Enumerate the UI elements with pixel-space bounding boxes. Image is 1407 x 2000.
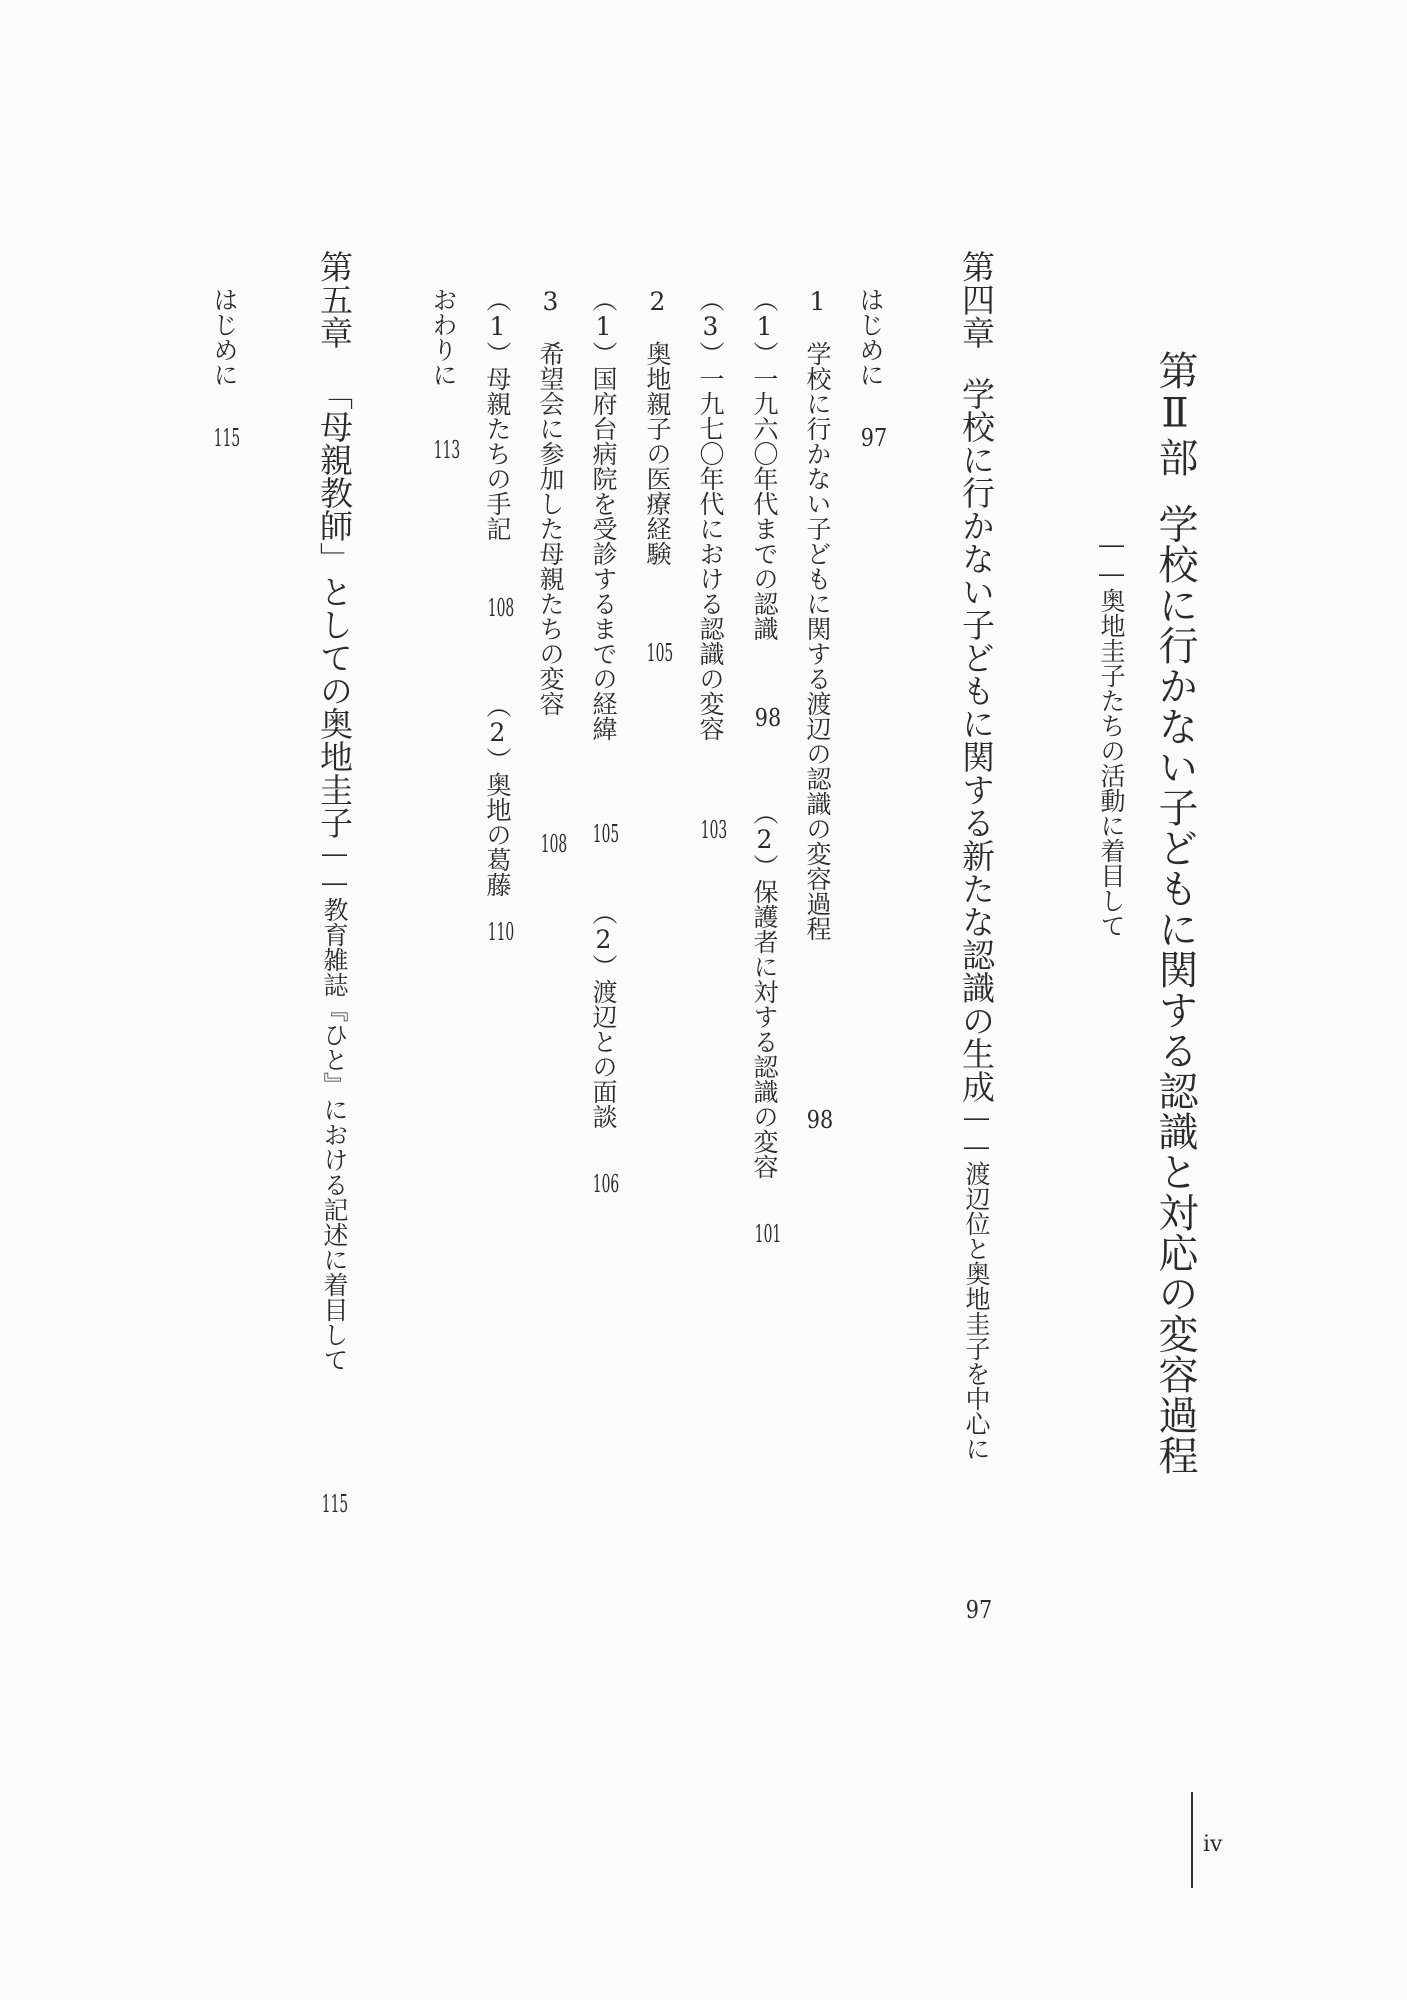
toc-entry-page: 98	[754, 706, 782, 730]
chapter4-page: 97	[965, 1598, 993, 1622]
toc-entry[interactable]: （3）一九七〇年代における認識の変容	[696, 287, 725, 741]
toc-entry-page: 101	[754, 1222, 782, 1246]
chapter5-title: 「母親教師」としての奥地圭子	[315, 377, 354, 839]
toc-entry[interactable]: はじめに	[210, 287, 239, 387]
toc-entry[interactable]: はじめに	[856, 287, 885, 387]
toc-entry[interactable]: （1）一九六〇年代までの認識	[750, 287, 779, 641]
toc-entry[interactable]: おわりに	[429, 287, 458, 387]
toc-entry-page: 106	[592, 1172, 620, 1196]
toc-entry-page: 105	[592, 822, 620, 846]
chapter5-label: 第五章	[315, 250, 354, 349]
chapter5-heading	[315, 250, 354, 1372]
toc-entry[interactable]: 3 希望会に参加した母親たちの変容	[536, 287, 565, 716]
toc-entry-page: 110	[487, 920, 515, 944]
folio-rule	[1191, 1792, 1193, 1888]
toc-entry-page: 108	[540, 832, 568, 856]
toc-entry-page: 115	[213, 426, 241, 450]
chapter4-heading	[957, 250, 996, 1461]
part-label: 第Ⅱ部	[1152, 350, 1198, 478]
toc-entry[interactable]: （2）保護者に対する認識の変容	[750, 800, 779, 1179]
chapter5-subtitle: ――教育雑誌『ひと』における記述に着目して	[320, 839, 349, 1372]
part-subtitle: ――奥地圭子たちの活動に着目して	[1097, 530, 1126, 938]
toc-entry-page: 108	[487, 596, 515, 620]
part-title-text: 学校に行かない子どもに関する認識と対応の変容過程	[1152, 503, 1198, 1476]
toc-entry[interactable]: （1）国府台病院を受診するまでの経緯	[589, 287, 618, 741]
part-title	[1152, 350, 1198, 1476]
toc-entry[interactable]: （1）母親たちの手記	[483, 287, 512, 541]
toc-entry-page: 98	[806, 1108, 834, 1132]
toc-entry-page: 97	[860, 426, 888, 450]
folio: iv	[1203, 1832, 1223, 1857]
toc-entry[interactable]: 1 学校に行かない子どもに関する渡辺の認識の変容過程	[803, 287, 832, 941]
toc-entry[interactable]: 2 奥地親子の医療経験	[643, 287, 672, 566]
toc-entry-page: 105	[646, 641, 674, 665]
chapter4-subtitle: ――渡辺位と奥地圭子を中心に	[962, 1103, 991, 1461]
chapter4-title: 学校に行かない子どもに関する新たな認識の生成	[957, 377, 996, 1103]
chapter5-page: 115	[321, 1492, 349, 1516]
toc-entry-page: 103	[700, 818, 728, 842]
toc-entry[interactable]: （2）奥地の葛藤	[483, 693, 512, 897]
toc-entry[interactable]: （2）渡辺との面談	[589, 900, 618, 1129]
chapter4-label: 第四章	[957, 250, 996, 349]
toc-entry-page: 113	[433, 438, 461, 462]
